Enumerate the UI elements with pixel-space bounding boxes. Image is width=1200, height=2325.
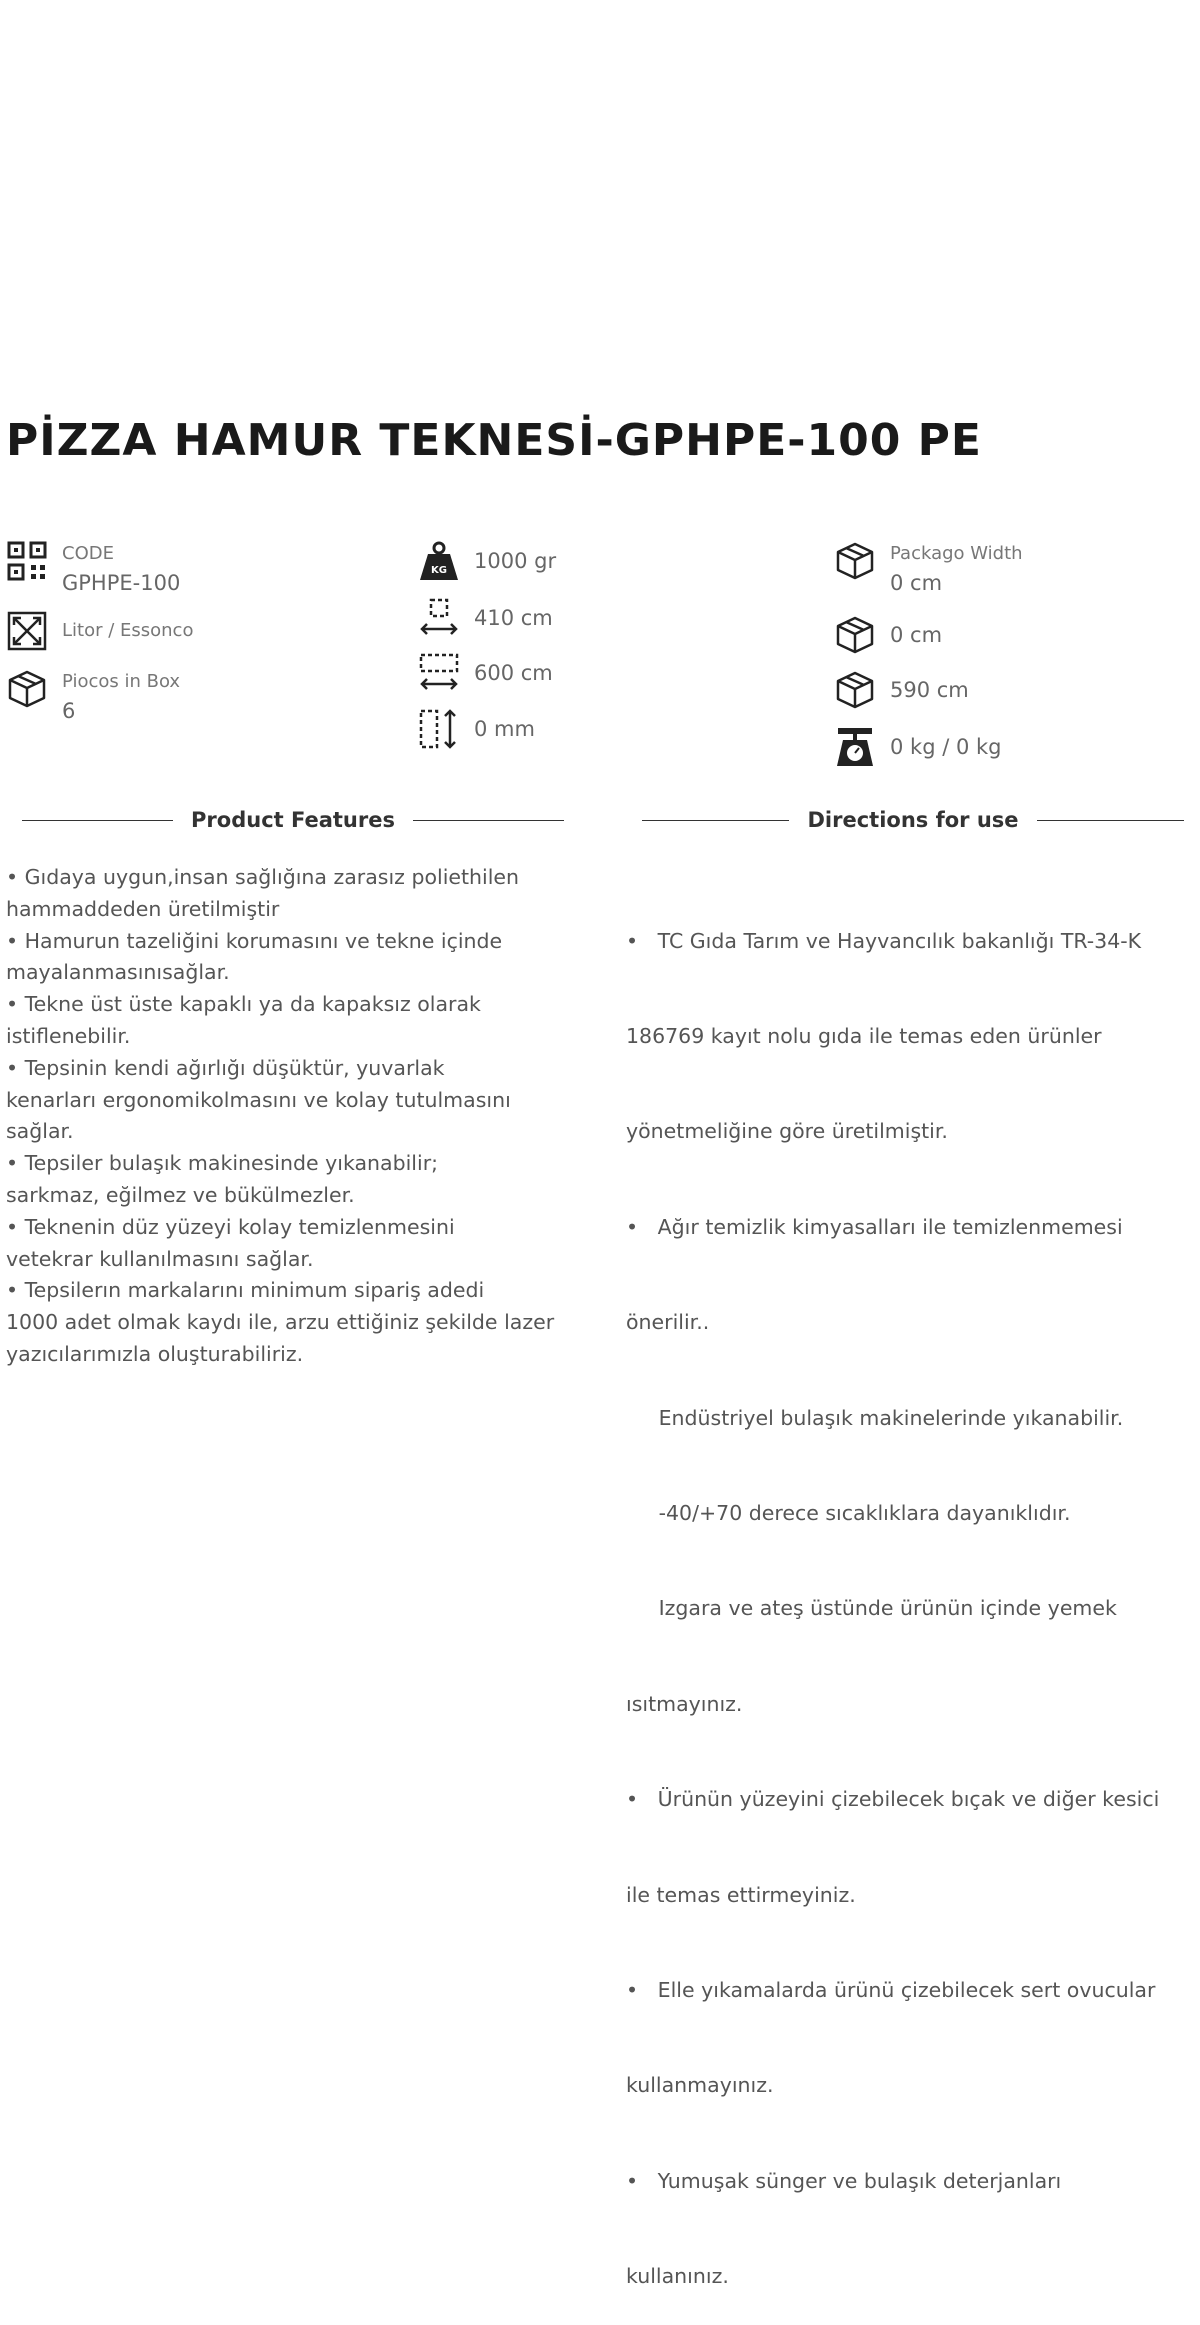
divider <box>413 820 564 821</box>
package-box-icon <box>6 668 48 710</box>
spec-value: 600 cm <box>474 661 553 685</box>
spec-value: 0 cm <box>890 571 943 595</box>
spec-weight <box>418 540 556 582</box>
spec-pieces <box>6 668 180 726</box>
product-features-heading <box>22 805 564 835</box>
kg-weight-icon <box>418 540 460 582</box>
features-line: vetekrar kullanılmasını sağlar. <box>6 1246 314 1271</box>
qr-code-icon <box>6 540 48 582</box>
spec-package-length <box>834 669 969 711</box>
features-line: • Gıdaya uygun,insan sağlığına zarasız poliethilen <box>6 865 520 889</box>
directions-line: • Elle yıkamalarda ürünü çizebilecek sert ovucular <box>626 1977 1156 2002</box>
spec-label: Piocos in Box <box>62 671 181 692</box>
directions-line: 186769 kayıt nolu gıda ile temas eden ürünler <box>626 1023 1102 1048</box>
spec-value: 0 kg / 0 kg <box>890 735 1002 759</box>
features-line: 1000 adet olmak kaydı ile, arzu ettiğiniz şekilde lazer <box>6 1310 555 1335</box>
features-line: • Tekne üst üste kapaklı ya da kapaksız olarak <box>6 992 481 1017</box>
directions-list <box>626 862 1196 2325</box>
features-line: • Tepsinin kendi ağırlığı düşüktür, yuvarlak <box>6 1055 445 1080</box>
spec-value: 1000 gr <box>474 549 557 573</box>
product-features-list <box>6 862 596 1371</box>
spec-label: CODE <box>62 543 114 564</box>
features-line: sağlar. <box>6 1119 74 1144</box>
features-line: • Tepsiler bulaşık makinesinde yıkanabilir; <box>6 1151 439 1176</box>
features-line: sarkmaz, eğilmez ve bükülmezler. <box>6 1182 355 1207</box>
directions-line: • TC Gıda Tarım ve Hayvancılık bakanlığı TR-34-K <box>626 928 1142 953</box>
directions-line: kullanmayınız. <box>626 2073 774 2098</box>
spec-value: 410 cm <box>474 606 553 630</box>
features-line: hammaddeden üretilmiştir <box>6 896 280 921</box>
spec-label: Packago Width <box>890 543 1023 564</box>
crossed-box-icon <box>6 610 48 652</box>
features-line: istiflenebilir. <box>6 1023 131 1048</box>
directions-line: • Yumuşak sünger ve bulaşık deterjanları <box>626 2168 1062 2193</box>
directions-line: Endüstriyel bulaşık makinelerinde yıkanabilir. <box>626 1405 1124 1430</box>
directions-line: • Ağır temizlik kimyasalları ile temizlenmemesi <box>626 1214 1123 1239</box>
spec-value: 6 <box>62 699 76 723</box>
spec-length <box>418 652 553 694</box>
features-line: yazıcılarımızla oluşturabiliriz. <box>6 1341 304 1366</box>
directions-line: ile temas ettirmeyiniz. <box>626 1882 856 1907</box>
spec-volume <box>6 610 193 652</box>
page-title: PİZZA HAMUR TEKNESİ-GPHPE-100 PE <box>6 415 982 466</box>
directions-line: kullanınız. <box>626 2264 729 2289</box>
directions-line: Izgara ve ateş üstünde ürünün içinde yemek <box>626 1596 1117 1621</box>
features-line: mayalanmasınısağlar. <box>6 960 230 985</box>
features-line: • Hamurun tazeliğini korumasını ve tekne içinde <box>6 928 503 953</box>
spec-value: 590 cm <box>890 678 969 702</box>
spec-package-weight <box>834 726 1001 768</box>
spec-value: 0 cm <box>890 623 943 647</box>
spec-value: GPHPE-100 <box>62 571 181 595</box>
divider <box>1037 820 1184 821</box>
directions-line: ısıtmayınız. <box>626 1691 743 1716</box>
features-line: • Teknenin düz yüzeyi kolay temizlenmesini <box>6 1214 455 1239</box>
package-box-icon <box>834 540 876 582</box>
package-box-icon <box>834 614 876 656</box>
directions-line: -40/+70 derece sıcaklıklara dayanıklıdır. <box>626 1500 1071 1525</box>
features-line: kenarları ergonomikolmasını ve kolay tutulmasını <box>6 1087 511 1112</box>
spec-code <box>6 540 180 598</box>
directions-heading <box>642 805 1184 835</box>
features-line: • Tepsilerın markalarını minimum sipariş adedi <box>6 1278 485 1303</box>
directions-line: önerilir.. <box>626 1310 710 1335</box>
heading-text: Directions for use <box>807 808 1019 832</box>
directions-line: • Ürünün yüzeyini çizebilecek bıçak ve diğer kesici <box>626 1787 1160 1812</box>
height-arrow-icon <box>418 708 460 750</box>
spec-label: Litor / Essonco <box>62 620 194 641</box>
width-arrow-icon <box>418 597 460 639</box>
spec-height <box>418 708 535 750</box>
divider <box>642 820 789 821</box>
heading-text: Product Features <box>191 808 395 832</box>
directions-line: yönetmeliğine göre üretilmiştir. <box>626 1119 948 1144</box>
spec-width <box>418 597 553 639</box>
spec-package-width <box>834 540 1023 598</box>
length-arrow-icon <box>418 652 460 694</box>
spec-value: 0 mm <box>474 717 535 741</box>
spec-package-height <box>834 614 942 656</box>
scale-icon <box>834 726 876 768</box>
divider <box>22 820 173 821</box>
svg-text:KG: KG <box>431 565 447 576</box>
package-box-icon <box>834 669 876 711</box>
